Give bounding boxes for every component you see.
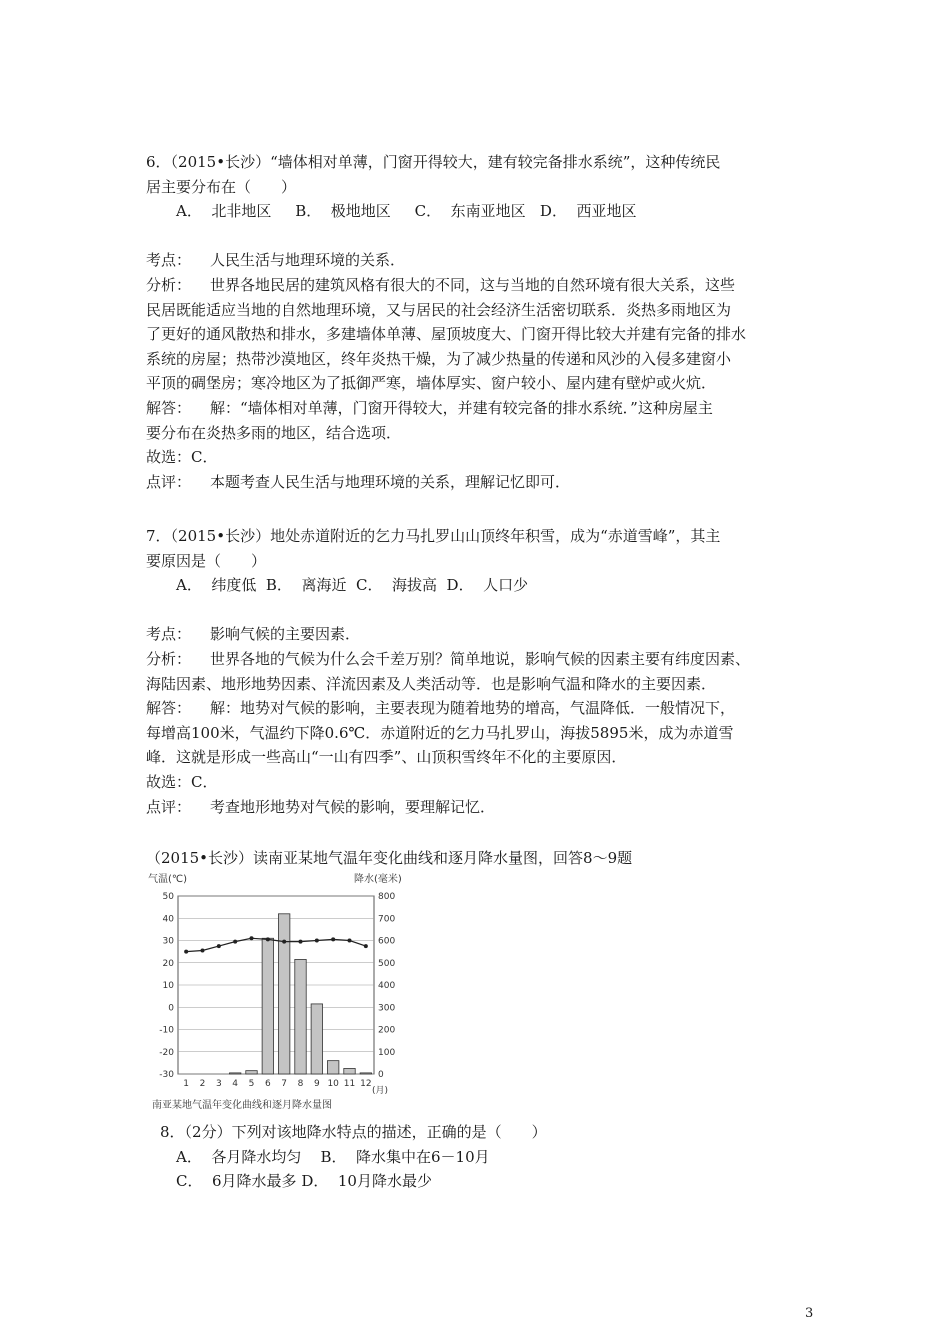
chart-temperature-point (315, 939, 319, 943)
chart-left-tick-label: 40 (162, 914, 174, 925)
chart-precip-bar (229, 1073, 240, 1074)
chart-right-tick-label: 0 (378, 1070, 384, 1080)
chart-temperature-point (233, 940, 237, 944)
q8-stem: 8．（2分）下列对该地降水特点的描述，正确的是（ ） (160, 1123, 547, 1141)
chart-month-label: 11 (343, 1079, 356, 1089)
q6-options: A． 北非地区 B． 极地地区 C． 东南亚地区 D． 西亚地区 (176, 202, 637, 221)
chart-right-tick-label: 400 (378, 981, 396, 991)
chart-month-label: 3 (215, 1079, 222, 1089)
chart-left-tick-label: -30 (159, 1070, 174, 1080)
q6-fenxi-line: 民居既能适应当地的自然地理环境，又与居民的社会经济生活密切联系．炎热多雨地区为 (146, 300, 732, 319)
chart-right-tick-label: 600 (378, 936, 396, 947)
chart-temperature-point (184, 950, 188, 954)
chart-temperature-point (299, 940, 303, 944)
question-7 (146, 524, 816, 819)
chart-temperature-point (364, 944, 368, 948)
q6-kaodian: 考点： 人民生活与地理环境的关系． (146, 251, 406, 270)
chart-temperature-point (201, 949, 205, 953)
q7-jieda: 解答： 解：地势对气候的影响，主要表现为随着地势的增高，气温降低．一般情况下， (146, 699, 736, 718)
q6-fenxi-line: 平顶的碉堡房；寒冷地区为了抵御严寒，墙体厚实、窗户较小、屋内建有壁炉或火炕． (146, 374, 717, 393)
chart-temperature-point (348, 939, 352, 943)
q7-options: A． 纬度低 B． 离海近 C． 海拔高 D． 人口少 (176, 576, 529, 595)
question-6 (146, 150, 816, 494)
q7-answer: 故选：C． (146, 772, 218, 791)
chart-temperature-point (217, 944, 221, 948)
climate-chart (146, 870, 416, 1110)
chart-precip-bar (295, 959, 306, 1074)
chart-left-tick-label: 0 (168, 1003, 174, 1014)
q8-options-ab: A． 各月降水均匀 B． 降水集中在6－10月 (176, 1147, 490, 1166)
q7-fenxi: 分析： 世界各地的气候为什么会千差万别？简单地说，影响气候的因素主要有纬度因素、 (146, 649, 751, 668)
chart-precip-bar (278, 914, 289, 1074)
q6-jieda-line: 要分布在炎热多雨的地区，结合选项． (146, 423, 402, 442)
chart-month-label: 4 (232, 1079, 239, 1089)
q6-dianping: 点评： 本题考查人民生活与地理环境的关系，理解记忆即可． (146, 472, 571, 491)
chart-month-label: 9 (313, 1079, 320, 1089)
q7-jieda-line: 每增高100米，气温约下降0.6℃．赤道附近的乞力马扎罗山，海拔5895米，成为赤道雪 (146, 723, 734, 742)
q7-stem-line-2: 要原因是（ ） (146, 551, 267, 570)
chart-precip-bar (327, 1061, 338, 1074)
chart-right-tick-label: 500 (378, 958, 396, 969)
chart-left-axis-label: 气温(℃) (148, 874, 188, 885)
chart-precip-bar (344, 1068, 355, 1074)
chart-month-label: 2 (199, 1079, 206, 1089)
q6-stem-line-1: 6．（2015•长沙）“墙体相对单薄，门窗开得较大，建有较完备排水系统”，这种传统民 (146, 153, 721, 171)
chart-precip-bar (262, 938, 273, 1074)
chart-x-unit: (月) (372, 1086, 389, 1096)
chart-month-label: 7 (281, 1079, 288, 1089)
chart-left-tick-label: -10 (159, 1025, 174, 1036)
chart-month-label: 1 (183, 1079, 190, 1089)
chart-month-label: 12 (360, 1079, 372, 1089)
chart-precip-bar (246, 1071, 257, 1074)
q6-fenxi: 分析： 世界各地民居的建筑风格有很大的不同，这与当地的自然环境有很大关系，这些 (146, 275, 736, 294)
q7-fenxi-line: 海陆因素、地形地势因素、洋流因素及人类活动等．也是影响气温和降水的主要因素． (146, 674, 717, 693)
chart-left-tick-label: 10 (162, 981, 174, 991)
chart-left-tick-label: 20 (162, 958, 174, 969)
chart-caption: 南亚某地气温年变化曲线和逐月降水量图 (152, 1100, 332, 1110)
q7-kaodian: 考点： 影响气候的主要因素． (146, 625, 361, 644)
chart-month-label: 10 (327, 1079, 339, 1089)
page-number: 3 (805, 1306, 814, 1321)
q6-fenxi-line: 了更好的通风散热和排水，多建墙体单薄、屋顶坡度大、门窗开得比较大并建有完备的排水 (146, 325, 747, 344)
q8-options-cd: C． 6月降水最多 D． 10月降水最少 (176, 1172, 432, 1191)
chart-month-label: 5 (248, 1079, 255, 1089)
chart-temperature-point (331, 937, 335, 941)
question-8 (146, 1120, 816, 1194)
chart-left-tick-label: -20 (159, 1047, 174, 1058)
chart-right-axis-label: 降水(毫米) (354, 874, 402, 885)
chart-right-tick-label: 200 (378, 1025, 396, 1036)
chart-right-tick-label: 300 (378, 1003, 396, 1014)
chart-precip-bar (360, 1073, 371, 1074)
q7-dianping: 点评： 考查地形地势对气候的影响，要理解记忆． (146, 797, 496, 816)
chart-left-tick-label: 30 (162, 936, 174, 947)
chart-month-label: 8 (297, 1079, 304, 1089)
chart-temperature-point (250, 936, 254, 940)
q6-answer: 故选：C． (146, 448, 218, 467)
q6-jieda: 解答： 解：“墙体相对单薄，门窗开得较大，并建有较完备的排水系统．”这种房屋主 (146, 398, 713, 417)
chart-left-tick-label: 50 (162, 892, 174, 902)
question-group-intro: （2015•长沙）读南亚某地气温年变化曲线和逐月降水量图，回答8～9题 (146, 849, 633, 867)
chart-right-tick-label: 100 (378, 1047, 396, 1058)
chart-precip-bar (311, 1004, 322, 1074)
q6-stem-line-2: 居主要分布在（ ） (146, 177, 297, 196)
chart-temperature-point (282, 940, 286, 944)
chart-temperature-point (266, 937, 270, 941)
q7-stem-line-1: 7．（2015•长沙）地处赤道附近的乞力马扎罗山山顶终年积雪，成为“赤道雪峰”，其主 (146, 527, 721, 545)
chart-right-tick-label: 800 (378, 892, 396, 902)
q6-fenxi-line: 系统的房屋；热带沙漠地区，终年炎热干燥，为了减少热量的传递和风沙的入侵多建窗小 (146, 349, 732, 368)
chart-month-label: 6 (264, 1079, 271, 1089)
chart-right-tick-label: 700 (378, 914, 396, 925)
q7-jieda-line: 峰．这就是形成一些高山“一山有四季”、山顶积雪终年不化的主要原因． (146, 748, 627, 767)
